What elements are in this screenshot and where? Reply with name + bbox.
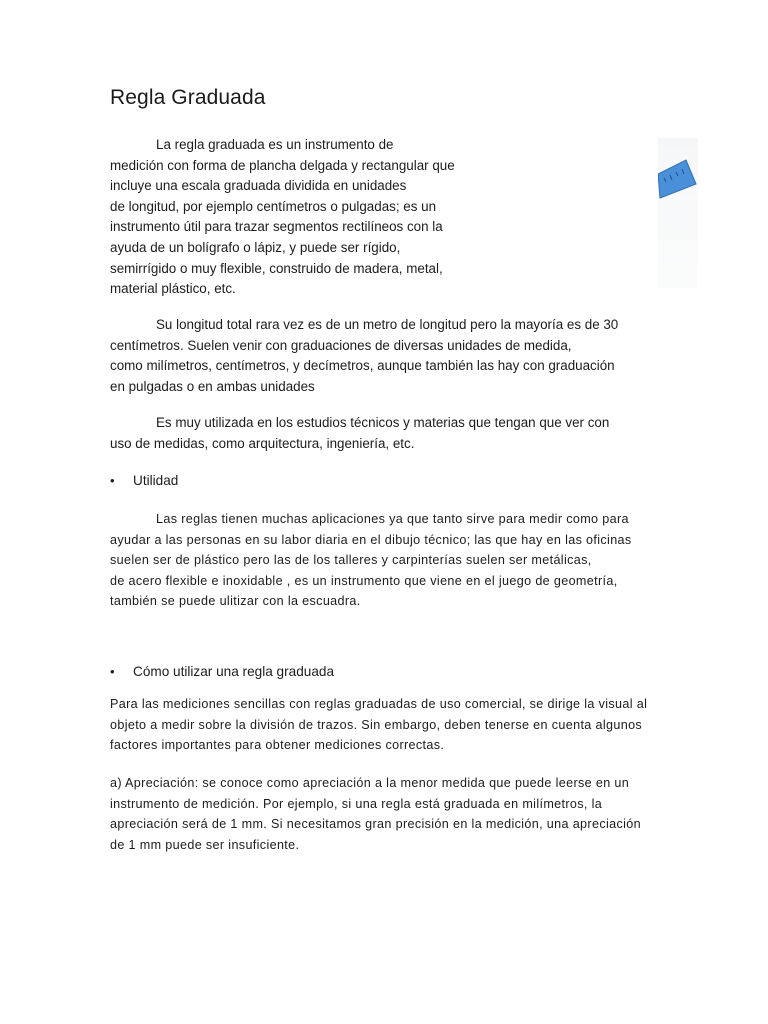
paragraph-line: semirrígido o muy flexible, construido de madera, metal, xyxy=(110,260,443,276)
appreciation-paragraph xyxy=(110,773,641,855)
paragraph-line: centímetros. Suelen venir con graduaciones de diversas unidades de medida, xyxy=(110,337,572,353)
intro-paragraph xyxy=(110,135,455,300)
paragraph-line: de acero flexible e inoxidable , es un instrumento que viene en el juego de geometría, xyxy=(110,573,618,588)
measurement-paragraph xyxy=(110,694,647,756)
paragraph-line: Para las mediciones sencillas con reglas graduadas de uso comercial, se dirige la visual al xyxy=(110,697,648,711)
paragraph-line: Su longitud total rara vez es de un metro de longitud pero la mayoría es de 30 xyxy=(156,317,619,332)
bullet-utilidad xyxy=(110,471,178,491)
paragraph-line: en pulgadas o en ambas unidades xyxy=(110,378,315,394)
paragraph-line: también se puede ulitizar con la escuadra. xyxy=(110,594,361,609)
paragraph-line: suelen ser de plástico pero las de los talleres y carpinterías suelen ser metálicas, xyxy=(110,553,592,568)
paragraph-line: apreciación será de 1 mm. Si necesitamos gran precisión en la medición, una apreciación xyxy=(110,817,641,832)
applications-paragraph xyxy=(110,509,632,612)
paragraph-line: factores importantes para obtener mediciones correctas. xyxy=(110,738,445,753)
length-paragraph xyxy=(110,315,618,397)
paragraph-line: instrumento de medición. Por ejemplo, si una regla está graduada en milímetros, la xyxy=(110,796,603,811)
paragraph-line: como milímetros, centímetros, y decímetros, aunque también las hay con graduación xyxy=(110,358,615,374)
paragraph-line: instrumento útil para trazar segmentos rectilíneos con la xyxy=(110,219,443,235)
paragraph-line: de 1 mm puede ser insuficiente. xyxy=(110,837,300,852)
paragraph-line: ayudar a las personas en su labor diaria en el dibujo técnico; las que hay en las oficinas xyxy=(110,532,632,547)
bullet-icon: • xyxy=(110,473,115,488)
paragraph-line: uso de medidas, como arquitectura, ingeniería, etc. xyxy=(110,435,415,451)
paragraph-line: de longitud, por ejemplo centímetros o pulgadas; es un xyxy=(110,198,437,214)
page-title: Regla Graduada xyxy=(110,86,266,109)
paragraph-line: La regla graduada es un instrumento de xyxy=(156,137,394,152)
paragraph-line: ayuda de un bolígrafo o lápiz, y puede ser rígido, xyxy=(110,239,401,255)
bullet-label: Cómo utilizar una regla graduada xyxy=(133,664,335,679)
paragraph-line: Es muy utilizada en los estudios técnicos y materias que tengan que ver con xyxy=(156,415,610,430)
paragraph-line: a) Apreciación: se conoce como apreciación a la menor medida que puede leerse en un xyxy=(110,776,630,790)
paragraph-line: material plástico, etc. xyxy=(110,281,236,297)
paragraph-line: objeto a medir sobre la división de trazos. Sin embargo, deben tenerse en cuenta algunos xyxy=(110,717,643,732)
bullet-como-utilizar xyxy=(110,662,334,682)
ruler-icon xyxy=(658,138,698,288)
paragraph-line: Las reglas tienen muchas aplicaciones ya que tanto sirve para medir como para xyxy=(156,512,629,526)
paragraph-line: incluye una escala graduada dividida en unidades xyxy=(110,178,407,194)
usage-paragraph xyxy=(110,413,609,454)
paragraph-line: medición con forma de plancha delgada y rectangular que xyxy=(110,157,455,173)
ruler-image xyxy=(658,138,698,288)
bullet-label: Utilidad xyxy=(133,473,179,488)
bullet-icon: • xyxy=(110,664,115,679)
